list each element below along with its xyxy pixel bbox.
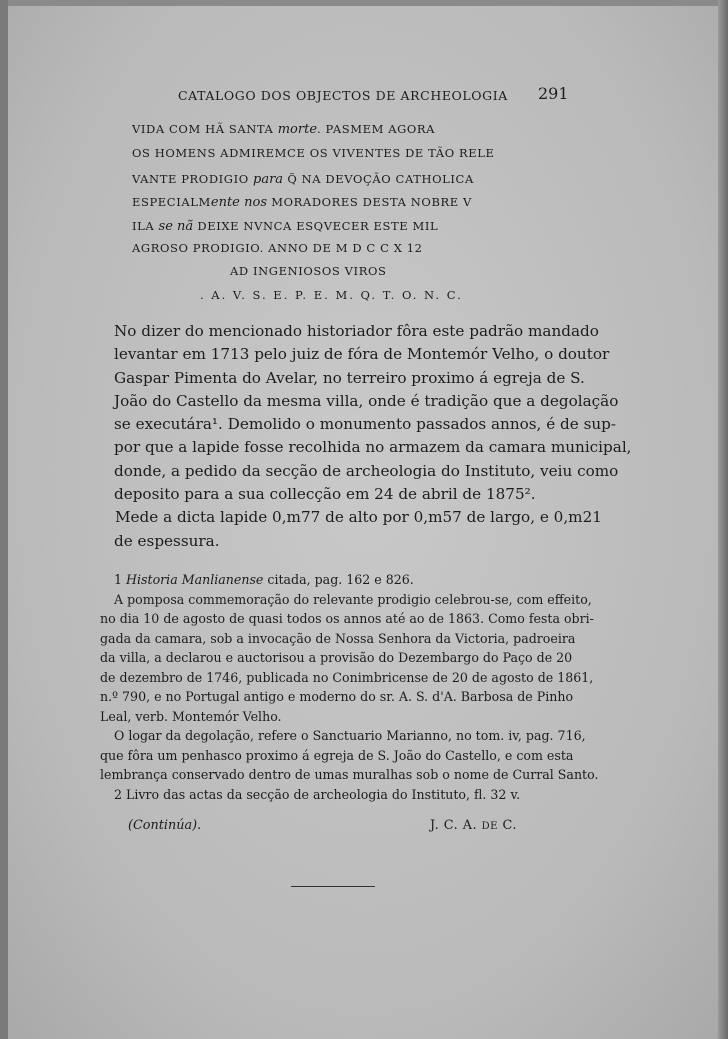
text-line: de espessura. (114, 531, 220, 550)
inscription-line: AGROSO PRODIGIO. ANNO DE M D C C X 12 (132, 241, 423, 255)
footnote-line: gada da camara, sob a invocação de Nossa Senhora da Victoria, padroeira (100, 630, 576, 646)
continua-note: (Continúa). (128, 818, 202, 833)
page-edge-top (0, 0, 728, 6)
inscription-line: ILA se nã DEIXE NVNCA ESQVECER ESTE MIL (132, 219, 439, 234)
page-edge-left (0, 0, 8, 1039)
text-line: No dizer do mencionado historiador fôra este padrão mandado (114, 322, 599, 340)
inscription-line: OS HOMENS ADMIREMCE OS VIVENTES DE TÃO RELE (132, 146, 495, 160)
page-number: 291 (538, 84, 569, 103)
text-line: Mede a dicta lapide 0,m77 de alto por 0,m57 de largo, e 0,m21 (115, 508, 602, 527)
body-text (114, 320, 632, 553)
footnote-line: lembrança conservado dentro de umas muralhas sob o nome de Curral Santo. (100, 767, 599, 782)
inscription-line: ESPECIALMente nos MORADORES DESTA NOBRE V (132, 195, 472, 210)
footnote-line: O logar da degolação, refere o Sanctuario Marianno, no tom. iv, pag. 716, (114, 728, 586, 743)
inscription-line: . A. V. S. E. P. E. M. Q. T. O. N. C. (200, 288, 463, 302)
paragraph-2 (114, 506, 602, 553)
inscription-line: AD INGENIOSOS VIROS (230, 264, 387, 278)
footnote-line: n.º 790, e no Portugal antigo e moderno do sr. A. S. d'A. Barbosa de Pinho (100, 689, 574, 704)
text-line: levantar em 1713 pelo juiz de fóra de Montemór Velho, o doutor (114, 345, 610, 364)
text-line: por que a lapide fosse recolhida no armazem da camara municipal, (114, 438, 632, 457)
text-line: João do Castello da mesma villa, onde é tradição que a degolação (114, 391, 619, 410)
text-line: se executára¹. Demolido o monumento passados annos, é de sup- (114, 415, 616, 434)
author-signature: J. C. A. DE C. (430, 818, 517, 833)
header-title: CATALOGO DOS OBJECTOS DE ARCHEOLOGIA (178, 88, 508, 103)
paragraph-1 (114, 320, 632, 506)
running-header (178, 86, 568, 108)
page-edge-right (718, 0, 728, 1039)
footnote-line: da villa, a declarou e auctorisou a provisão do Dezembargo do Paço de 20 (100, 650, 573, 665)
text-line: deposito para a sua collecção em 24 de abril de 1875². (114, 485, 536, 504)
footnote-line: no dia 10 de agosto de quasi todos os annos até ao de 1863. Como festa obri- (100, 611, 594, 626)
inscription-line: VANTE PRODIGIO para Q̃ NA DEVOÇÃO CATHOLICA (132, 172, 474, 187)
footnotes (100, 570, 599, 804)
footnote-line: Leal, verb. Montemór Velho. (100, 708, 282, 724)
footnote-2: 2 Livro das actas da secção de archeologia do Instituto, fl. 32 v. (114, 786, 521, 802)
footnote-line: de dezembro de 1746, publicada no Conimbricense de 20 de agosto de 1861, (100, 669, 594, 685)
text-line: Gaspar Pimenta do Avelar, no terreiro proximo á egreja de S. (114, 368, 585, 387)
footnote-line: que fôra um penhasco proximo á egreja de S. João do Castello, e com esta (100, 747, 574, 763)
text-line: donde, a pedido da secção de archeologia do Instituto, veiu como (114, 461, 619, 480)
inscription-line: VIDA COM HÃ SANTA morte. PASMEM AGORA (132, 122, 436, 137)
footnote-1-line: 1 Historia Manlianense citada, pag. 162 e 826. (114, 572, 414, 587)
end-rule (291, 886, 375, 887)
footnote-line: A pomposa commemoração do relevante prodigio celebrou-se, com effeito, (114, 591, 592, 607)
signoff (128, 818, 528, 838)
